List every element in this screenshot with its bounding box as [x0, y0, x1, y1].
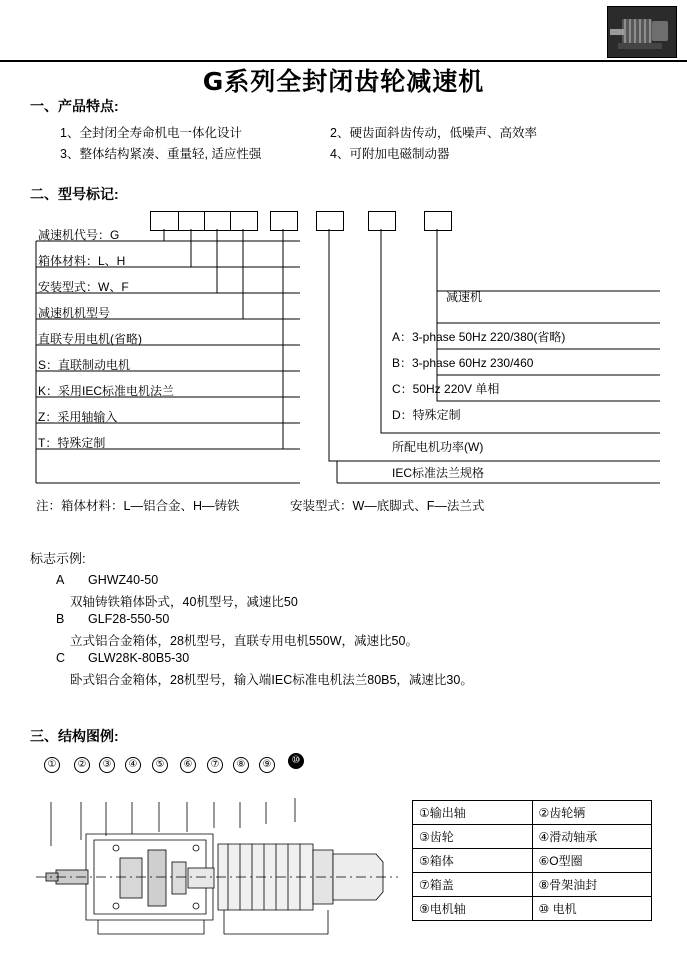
feature-item-4: 4、可附加电磁制动器	[330, 147, 450, 161]
code-label-right-7: IEC标准法兰规格	[392, 466, 485, 480]
feature-item-2: 2、硬齿面斜齿传动，低噪声、高效率	[330, 126, 537, 140]
code-label-right-6: 所配电机功率(W)	[392, 440, 484, 454]
section-3-heading: 三、结构图例:	[30, 728, 119, 744]
callout-10: ⑩	[288, 753, 304, 769]
header-bar	[0, 0, 687, 62]
code-label-left-1: 减速机代号：G	[38, 228, 120, 242]
code-label-left-4: 减速机机型号	[38, 306, 111, 320]
examples-heading: 标志示例:	[30, 551, 86, 566]
example-key-b: B	[56, 612, 65, 626]
table-row	[413, 849, 652, 873]
code-label-right-2: A：3-phase 50Hz 220/380(省略)	[392, 330, 566, 344]
example-code-c: GLW28K-80B5-30	[88, 651, 190, 665]
code-label-right-1: 减速机	[446, 290, 483, 304]
section-2-heading: 二、型号标记:	[30, 186, 119, 202]
feature-item-1: 1、全封闭全寿命机电一体化设计	[60, 126, 242, 140]
table-row	[413, 897, 652, 921]
table-row	[413, 825, 652, 849]
legend-cell-6: ⑥O型圈	[532, 849, 652, 873]
legend-cell-3: ③齿轮	[413, 825, 533, 849]
legend-cell-9: ⑨电机轴	[413, 897, 533, 921]
code-label-right-4: C：50Hz 220V 单相	[392, 382, 500, 396]
code-label-left-6: S：直联制动电机	[38, 358, 131, 372]
callout-2: ②	[74, 757, 90, 773]
code-label-left-9: T：特殊定制	[38, 436, 106, 450]
code-label-left-3: 安装型式：W、F	[38, 280, 129, 294]
example-desc-c: 卧式铝合金箱体，28机型号，输入端IEC标准电机法兰80B5，减速比30。	[70, 673, 473, 687]
section-1-heading: 一、产品特点:	[30, 98, 119, 114]
feature-item-3: 3、整体结构紧凑、重量轻, 适应性强	[60, 147, 262, 161]
callout-7: ⑦	[207, 757, 223, 773]
table-row	[413, 801, 652, 825]
legend-cell-7: ⑦箱盖	[413, 873, 533, 897]
material-note: 注：箱体材料：L—铝合金、H—铸铁	[36, 499, 240, 513]
example-code-a: GHWZ40-50	[88, 573, 159, 587]
callout-6: ⑥	[180, 757, 196, 773]
page-title: G系列全封闭齿轮减速机	[202, 67, 485, 96]
example-key-a: A	[56, 573, 65, 587]
example-key-c: C	[56, 651, 66, 665]
legend-cell-5: ⑤箱体	[413, 849, 533, 873]
example-code-b: GLF28-550-50	[88, 612, 170, 626]
example-desc-b: 立式铝合金箱体，28机型号，直联专用电机550W，减速比50。	[70, 634, 418, 648]
callout-5: ⑤	[152, 757, 168, 773]
code-label-left-5: 直联专用电机(省略)	[38, 332, 142, 346]
callout-8: ⑧	[233, 757, 249, 773]
legend-cell-10: ⑩ 电机	[532, 897, 652, 921]
code-label-left-8: Z：采用轴输入	[38, 410, 118, 424]
code-label-right-5: D：特殊定制	[392, 408, 461, 422]
callout-1: ①	[44, 757, 60, 773]
example-desc-a: 双轴铸铁箱体卧式，40机型号，减速比50	[70, 595, 298, 609]
code-label-right-3: B：3-phase 60Hz 230/460	[392, 356, 534, 370]
assembly-drawing	[28, 788, 403, 948]
callout-9: ⑨	[259, 757, 275, 773]
parts-legend-table	[412, 800, 652, 921]
legend-cell-8: ⑧骨架油封	[532, 873, 652, 897]
callout-3: ③	[99, 757, 115, 773]
callout-4: ④	[125, 757, 141, 773]
legend-cell-1: ①输出轴	[413, 801, 533, 825]
table-row	[413, 873, 652, 897]
legend-cell-2: ②齿轮辆	[532, 801, 652, 825]
legend-cell-4: ④滑动轴承	[532, 825, 652, 849]
gear-motor-photo	[607, 6, 677, 58]
code-label-left-2: 箱体材料：L、H	[38, 254, 126, 268]
code-label-left-7: K：采用IEC标准电机法兰	[38, 384, 175, 398]
mounting-note: 安装型式：W—底脚式、F—法兰式	[290, 499, 485, 513]
